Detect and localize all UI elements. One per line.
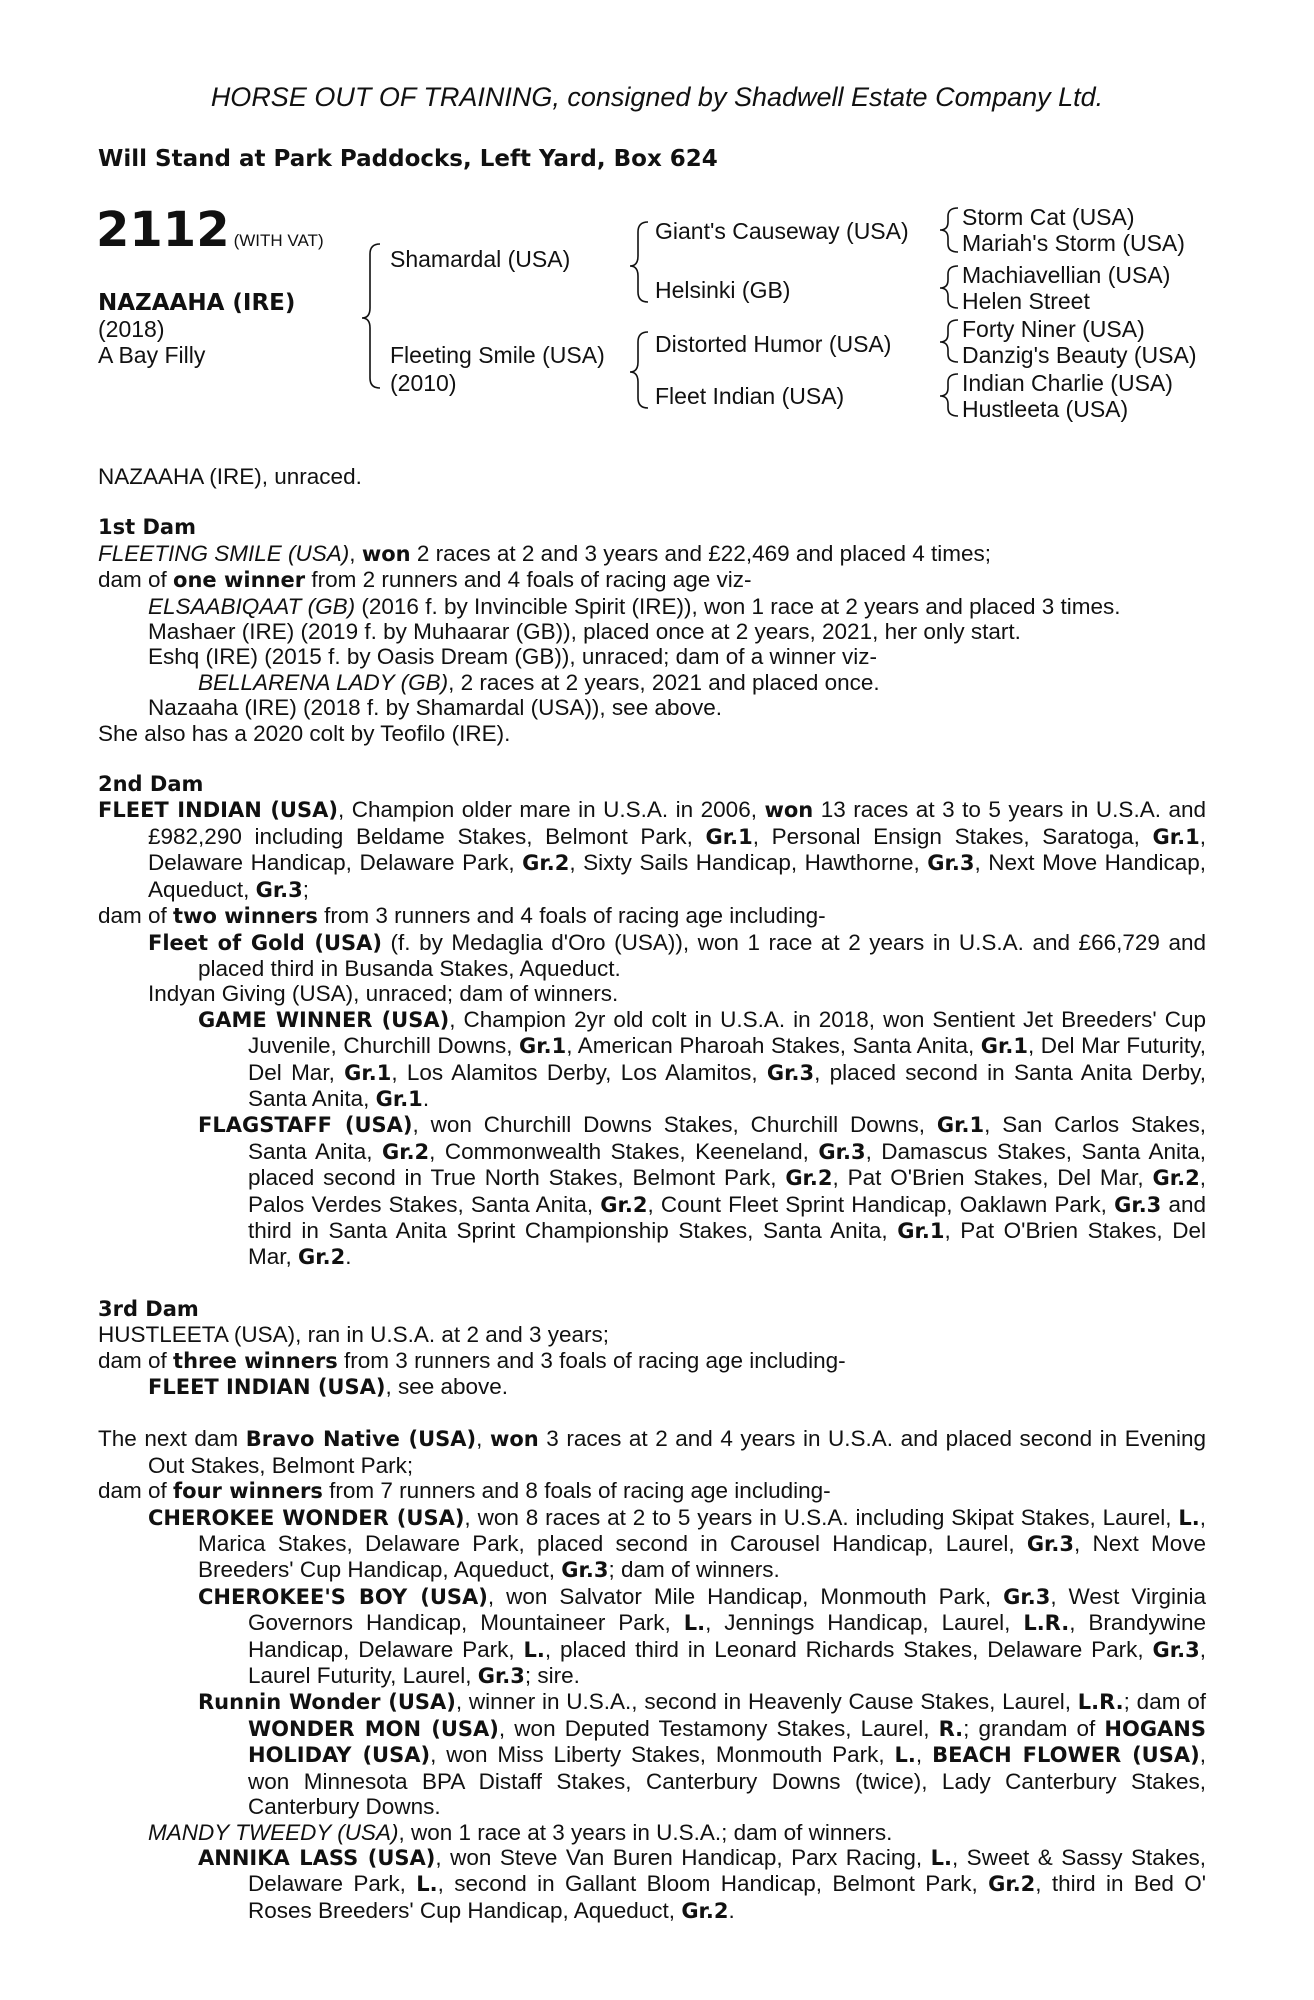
bold-text: ANNIKA LASS (USA)	[198, 1845, 436, 1870]
text-run: , second in Gallant Bloom Handicap, Belmont Park,	[437, 1871, 989, 1897]
text-run: , won Steve Van Buren Handicap, Parx Racing,	[435, 1844, 931, 1870]
horse-name: NAZAAHA (IRE)	[98, 290, 296, 316]
bold-text: won	[489, 1427, 539, 1452]
text-run: , Laurel Futurity, Laurel,	[248, 1636, 1206, 1689]
text-run: , American Pharoah Stakes, Santa Anita,	[566, 1033, 981, 1059]
bracket-sire	[630, 222, 648, 302]
text-run: , Sweet & Sassy Stakes, Delaware Park,	[248, 1844, 1206, 1897]
record-line	[98, 644, 1206, 669]
text-run: Mashaer (IRE) (2019 f. by Muhaarar (GB)), placed once at 2 years, 2021, her only start.	[148, 619, 1021, 645]
bold-text: L.	[894, 1743, 916, 1768]
bold-text: won	[361, 541, 411, 566]
text-run: dam of	[98, 567, 174, 593]
text-run: ; sire.	[524, 1663, 580, 1689]
text-run: , Count Fleet Sprint Handicap, Oaklawn Park,	[647, 1191, 1115, 1217]
text-run: from 3 runners and 3 foals of racing age including-	[337, 1347, 846, 1373]
bold-text: Gr.1	[344, 1060, 392, 1085]
bold-text: Gr.2	[522, 851, 570, 876]
bold-text: CHEROKEE'S BOY (USA)	[198, 1584, 488, 1609]
text-run: , Brandywine Handicap, Delaware Park,	[248, 1610, 1206, 1662]
text-run: , Los Alamitos Derby, Los Alamitos,	[391, 1059, 767, 1085]
bold-text: Gr.1	[1152, 824, 1200, 849]
bold-text: Fleet of Gold (USA)	[148, 930, 382, 955]
text-run: ,	[349, 540, 362, 566]
bold-text: Gr.2	[785, 1166, 833, 1191]
page-title: HORSE OUT OF TRAINING, consigned by Shadwell Estate Company Ltd.	[210, 82, 1104, 112]
bold-text: won	[764, 798, 814, 823]
text-run: (2016 f. by Invincible Spirit (IRE)), won 1 race at 2 years and placed 3 times.	[355, 593, 1121, 619]
bold-text: BEACH FLOWER (USA)	[932, 1743, 1200, 1768]
text-run: , Jennings Handicap, Laurel,	[705, 1610, 1024, 1636]
text-run: Nazaaha (IRE) (2018 f. by Shamardal (USA)), see above.	[148, 695, 723, 721]
bold-text: Gr.1	[375, 1086, 423, 1111]
bracket-dam	[630, 332, 648, 408]
text-run: , Damascus Stakes, Santa Anita, placed second in True North Stakes, Belmont Park,	[248, 1138, 1206, 1191]
text-run: , 2 races at 2 years, 2021 and placed once.	[448, 669, 880, 695]
text-run: from 7 runners and 8 foals of racing age including-	[322, 1478, 831, 1504]
bold-text: CHEROKEE WONDER (USA)	[148, 1505, 465, 1530]
bold-text: Gr.3	[477, 1664, 525, 1689]
record-line	[98, 930, 1206, 982]
text-run: 3 races at 2 and 4 years in U.S.A. and placed second in Evening Out Stakes, Belmont Park;	[148, 1426, 1207, 1478]
bold-text: HOGANS HOLIDAY (USA)	[248, 1716, 1207, 1768]
bold-text: Gr.1	[980, 1034, 1028, 1059]
italic-text: BELLARENA LADY (GB)	[198, 669, 449, 695]
text-run: , Pat O'Brien Stakes, Del Mar,	[832, 1165, 1153, 1191]
stand-location: Will Stand at Park Paddocks, Left Yard, Box 624	[98, 146, 718, 172]
ped-sds: Machiavellian (USA)	[962, 262, 1171, 288]
bold-text: FLAGSTAFF (USA)	[198, 1113, 413, 1138]
section-heading: 3rd Dam	[98, 1296, 199, 1321]
text-run: , Delaware Handicap, Delaware Park,	[148, 823, 1206, 876]
section-gap	[98, 1400, 1206, 1426]
bracket-gen1	[362, 244, 380, 388]
record-line	[98, 1845, 1206, 1924]
record-line	[98, 1426, 1206, 1478]
horse-description: A Bay Filly	[98, 342, 206, 368]
text-run: ;	[302, 876, 310, 902]
record-line	[98, 1505, 1206, 1584]
bold-text: Gr.2	[988, 1872, 1036, 1897]
section-heading: 1st Dam	[98, 515, 196, 540]
bold-text: Gr.3	[1114, 1192, 1162, 1217]
bold-text: Gr.3	[255, 877, 303, 902]
record-line	[98, 1322, 1206, 1347]
record-line	[98, 567, 1206, 593]
text-run: , Palos Verdes Stakes, Santa Anita,	[248, 1165, 1206, 1217]
text-run: , placed third in Leonard Richards Stakes, Delaware Park,	[544, 1636, 1153, 1662]
bracket-dd	[940, 374, 958, 416]
record-line	[98, 1689, 1206, 1819]
bracket-ds	[940, 320, 958, 362]
ped-sire-dam: Helsinki (GB)	[655, 277, 791, 303]
bracket-sd	[940, 266, 958, 308]
record-line	[98, 619, 1206, 644]
text-run: , Champion 2yr old colt in U.S.A. in 2018, won Sentient Jet Breeders' Cup Juvenile, Churchill Downs,	[248, 1006, 1207, 1059]
record-line	[98, 1007, 1206, 1113]
foaling-year: (2018)	[98, 316, 165, 342]
italic-text: ELSAABIQAAT (GB)	[148, 593, 356, 619]
produce-record	[98, 464, 1206, 1924]
text-run: She also has a 2020 colt by Teofilo (IRE).	[98, 720, 511, 746]
bold-text: L.	[523, 1637, 545, 1662]
text-run: , won Churchill Downs Stakes, Churchill Downs,	[412, 1112, 937, 1138]
text-run: HUSTLEETA (USA), ran in U.S.A. at 2 and 3 years;	[98, 1322, 610, 1348]
text-run: , winner in U.S.A., second in Heavenly Cause Stakes, Laurel,	[455, 1689, 1078, 1715]
text-run: , Champion older mare in U.S.A. in 2006,	[337, 797, 765, 823]
bold-text: one winner	[173, 568, 306, 593]
bold-text: Gr.3	[766, 1060, 815, 1085]
bold-text: Gr.1	[519, 1034, 567, 1059]
text-run: 2 races at 2 and 3 years and £22,469 and placed 4 times;	[410, 540, 991, 566]
text-run: 13 races at 3 to 5 years in U.S.A. and £982,290 including Beldame Stakes, Belmont Park,	[148, 797, 1206, 849]
record-line	[98, 541, 1206, 567]
text-run: dam of	[98, 903, 174, 929]
record-line	[98, 1374, 1206, 1400]
text-run: , see above.	[385, 1374, 509, 1399]
bold-text: Gr.2	[600, 1192, 648, 1217]
bold-text: Runnin Wonder (USA)	[198, 1690, 456, 1715]
lot-number: 2112	[96, 202, 230, 258]
dam-section	[98, 515, 1206, 746]
text-run: , won Minnesota BPA Distaff Stakes, Canterbury Downs (twice), Lady Canterbury Stakes, Canterbury Downs.	[248, 1742, 1206, 1820]
ped-sss: Storm Cat (USA)	[962, 204, 1135, 230]
bold-text: GAME WINNER (USA)	[198, 1007, 450, 1032]
dam-section	[98, 772, 1206, 1271]
text-run: , won Miss Liberty Stakes, Monmouth Park,	[430, 1742, 895, 1768]
intro-line: NAZAAHA (IRE), unraced.	[98, 464, 362, 489]
ped-dam-sire: Distorted Humor (USA)	[655, 331, 892, 357]
ped-dam-year: (2010)	[390, 370, 457, 396]
text-run: , placed second in Santa Anita Derby, Santa Anita,	[248, 1059, 1206, 1111]
text-run: , won Deputed Testamony Stakes, Laurel,	[498, 1715, 939, 1741]
bold-text: Gr.3	[1003, 1584, 1051, 1609]
ped-sdd: Helen Street	[962, 288, 1090, 314]
italic-text: FLEETING SMILE (USA)	[98, 540, 350, 566]
bold-text: L.	[416, 1872, 438, 1897]
bold-text: Bravo Native (USA)	[245, 1427, 477, 1452]
text-run: ; grandam of	[963, 1715, 1105, 1741]
bold-text: four winners	[173, 1479, 323, 1504]
text-run: , West Virginia Governors Handicap, Mountaineer Park,	[248, 1583, 1206, 1636]
dam-section	[98, 1297, 1206, 1401]
ped-sire: Shamardal (USA)	[390, 246, 571, 272]
text-run: The next dam	[98, 1426, 246, 1452]
bracket-ss	[940, 208, 958, 252]
section-gap	[98, 1271, 1206, 1297]
text-run: , Del Mar Futurity, Del Mar,	[248, 1033, 1206, 1085]
record-line	[98, 670, 1206, 695]
bold-text: two winners	[173, 904, 318, 929]
record-line	[98, 721, 1206, 746]
record-line	[98, 695, 1206, 720]
text-run: ,	[476, 1426, 490, 1452]
record-line	[98, 1584, 1206, 1690]
text-run: dam of	[98, 1478, 174, 1504]
text-run: , Marica Stakes, Delaware Park, placed second in Carousel Handicap, Laurel,	[198, 1504, 1206, 1557]
bold-text: Gr.2	[681, 1898, 729, 1923]
bold-text: WONDER MON (USA)	[248, 1716, 499, 1741]
text-run: , won 1 race at 3 years in U.S.A.; dam of winners.	[398, 1819, 893, 1845]
text-run: , Next Move Handicap, Aqueduct,	[148, 850, 1206, 902]
bold-text: Gr.3	[1026, 1532, 1075, 1557]
section-heading: 2nd Dam	[98, 772, 204, 797]
bold-text: Gr.2	[1152, 1166, 1200, 1191]
text-run: .	[422, 1085, 430, 1111]
record-line	[98, 1112, 1206, 1270]
bold-text: FLEET INDIAN (USA)	[148, 1375, 386, 1399]
text-run: , Personal Ensign Stakes, Saratoga,	[752, 823, 1153, 849]
bold-text: L.R.	[1023, 1611, 1070, 1636]
dam-section	[98, 1426, 1206, 1924]
bold-text: Gr.2	[298, 1245, 346, 1270]
text-run: Eshq (IRE) (2015 f. by Oasis Dream (GB)), unraced; dam of a winner viz-	[148, 644, 877, 670]
text-run: and third in Santa Anita Sprint Championship Stakes, Santa Anita,	[248, 1191, 1207, 1243]
ped-dam-dam: Fleet Indian (USA)	[655, 383, 845, 409]
text-run: ,	[915, 1742, 933, 1768]
ped-dsd: Danzig's Beauty (USA)	[962, 342, 1197, 368]
ped-ddd: Hustleeta (USA)	[962, 396, 1129, 422]
record-line	[98, 1478, 1206, 1504]
text-run: , Sixty Sails Handicap, Hawthorne,	[569, 850, 928, 876]
ped-sire-sire: Giant's Causeway (USA)	[655, 218, 909, 244]
bold-text: L.	[1178, 1505, 1200, 1530]
text-run: .	[345, 1244, 352, 1270]
bold-text: L.	[683, 1611, 706, 1636]
bold-text: L.	[930, 1845, 952, 1870]
ped-ssd: Mariah's Storm (USA)	[962, 230, 1185, 256]
bold-text: Gr.1	[897, 1218, 945, 1243]
record-line	[98, 981, 1206, 1006]
bold-text: Gr.3	[561, 1558, 609, 1583]
bold-text: Gr.3	[1152, 1637, 1200, 1662]
text-run: , third in Bed O' Roses Breeders' Cup Handicap, Aqueduct,	[248, 1871, 1207, 1923]
ped-dam: Fleeting Smile (USA)	[390, 342, 605, 368]
text-run: , won 8 races at 2 to 5 years in U.S.A. including Skipat Stakes, Laurel,	[464, 1504, 1179, 1530]
bold-text: Gr.2	[381, 1139, 430, 1164]
dam-sections	[98, 515, 1206, 1924]
text-run: from 2 runners and 4 foals of racing age viz-	[305, 567, 752, 593]
record-line	[98, 1348, 1206, 1374]
bold-text: Gr.3	[818, 1139, 866, 1164]
text-run: , Next Move Breeders' Cup Handicap, Aqueduct,	[198, 1531, 1206, 1583]
section-gap	[98, 746, 1206, 772]
record-line	[98, 903, 1206, 929]
italic-text: MANDY TWEEDY (USA)	[148, 1819, 399, 1845]
text-run: (f. by Medaglia d'Oro (USA)), won 1 race at 2 years in U.S.A. and £66,729 and placed third in Busanda Stakes, Aqueduct.	[198, 929, 1206, 981]
text-run: , won Salvator Mile Handicap, Monmouth Park,	[487, 1583, 1004, 1609]
ped-dds: Indian Charlie (USA)	[962, 370, 1173, 396]
bold-text: FLEET INDIAN (USA)	[98, 798, 338, 823]
ped-dss: Forty Niner (USA)	[962, 316, 1145, 342]
text-run: ; dam of winners.	[608, 1557, 780, 1583]
bold-text: Gr.3	[927, 851, 975, 876]
record-line	[98, 797, 1206, 903]
record-line	[98, 1820, 1206, 1845]
text-run: , Pat O'Brien Stakes, Del Mar,	[248, 1217, 1206, 1270]
text-run: , San Carlos Stakes, Santa Anita,	[248, 1112, 1206, 1164]
bold-text: three winners	[173, 1348, 338, 1373]
text-run: Indyan Giving (USA), unraced; dam of winners.	[148, 981, 619, 1007]
text-run: , Commonwealth Stakes, Keeneland,	[429, 1138, 819, 1164]
text-run: from 3 runners and 4 foals of racing age including-	[317, 903, 826, 929]
text-run: .	[728, 1897, 735, 1923]
bold-text: Gr.1	[936, 1113, 985, 1138]
bold-text: L.R.	[1077, 1690, 1124, 1715]
text-run: dam of	[98, 1347, 174, 1373]
vat-note: (WITH VAT)	[233, 231, 324, 250]
bold-text: Gr.1	[705, 824, 753, 849]
record-line	[98, 594, 1206, 619]
text-run: ; dam of	[1123, 1689, 1206, 1715]
bold-text: R.	[938, 1716, 964, 1741]
